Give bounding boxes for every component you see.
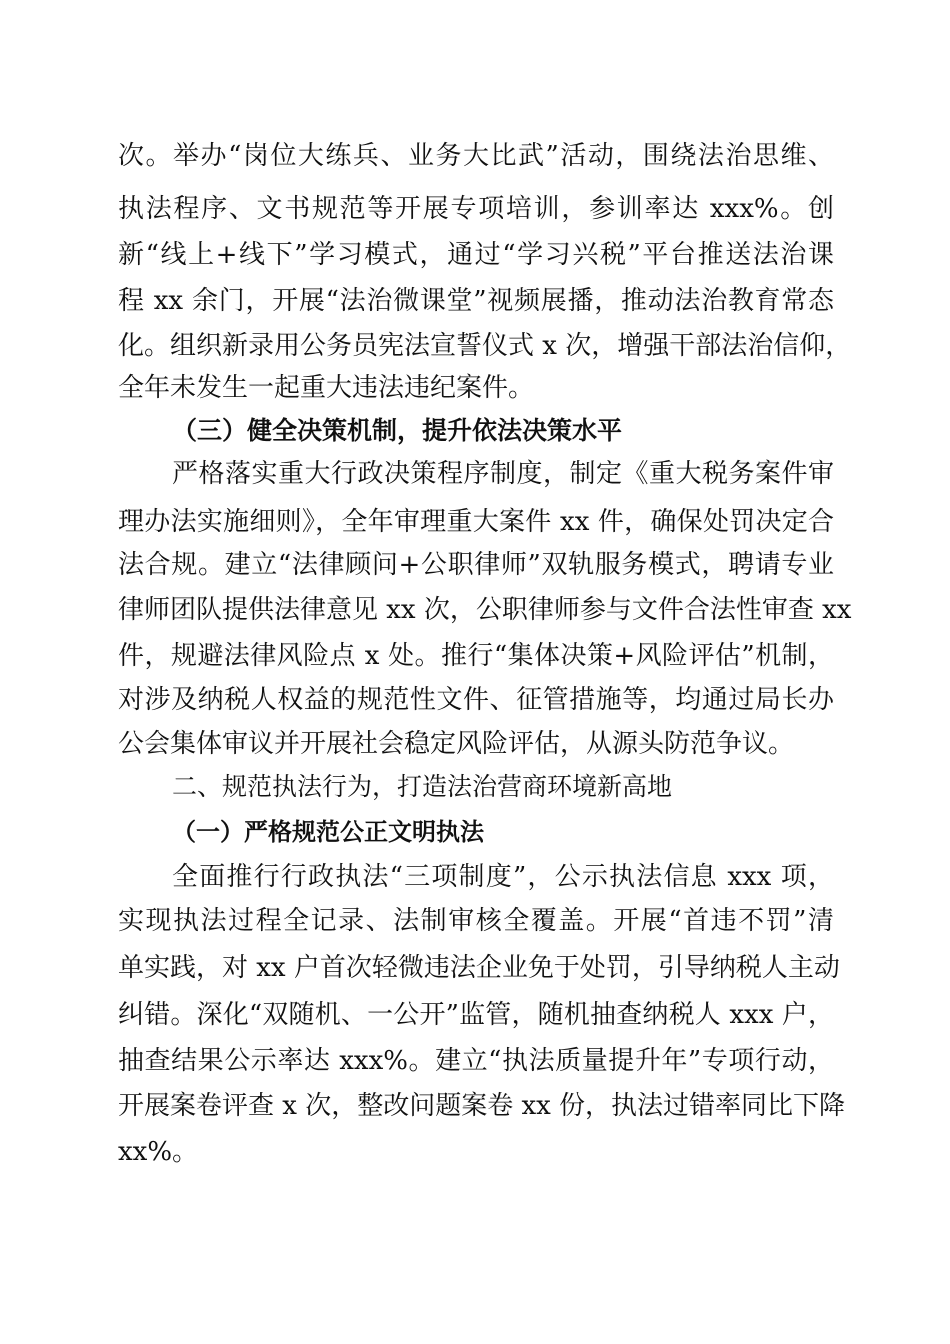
- paragraph-line: 次。举办“岗位大练兵、业务大比武”活动，围绕法治思维、: [118, 141, 834, 171]
- paragraph-line: 理办法实施细则》，全年审理重大案件 xx 件，确保处罚决定合: [118, 507, 834, 537]
- paragraph-line: 开展案卷评查 x 次，整改问题案卷 xx 份，执法过错率同比下降: [118, 1091, 846, 1121]
- paragraph-line: 公会集体审议并开展社会稳定风险评估，从源头防范争议。: [118, 729, 795, 759]
- paragraph-line: 纠错。深化“双随机、一公开”监管，随机抽查纳税人 xxx 户，: [118, 1000, 834, 1030]
- paragraph-line: 新“线上+线下”学习模式，通过“学习兴税”平台推送法治课: [118, 240, 834, 270]
- paragraph-line: 严格落实重大行政决策程序制度，制定《重大税务案件审: [172, 459, 834, 489]
- paragraph-line: xx%。: [118, 1137, 199, 1167]
- section-heading-3: （三）健全决策机制，提升依法决策水平: [172, 416, 623, 445]
- paragraph-line: 抽查结果公示率达 xxx%。建立“执法质量提升年”专项行动，: [118, 1046, 834, 1076]
- paragraph-line: 法合规。建立“法律顾问+公职律师”双轨服务模式，聘请专业: [118, 550, 834, 580]
- paragraph-line: 件，规避法律风险点 x 处。推行“集体决策+风险评估”机制，: [118, 641, 834, 671]
- subsection-heading-1: （一）严格规范公正文明执法: [172, 818, 484, 846]
- paragraph-line: 化。组织新录用公务员宪法宣誓仪式 x 次，增强干部法治信仰，: [118, 331, 852, 361]
- paragraph-line: 全年未发生一起重大违法违纪案件。: [118, 373, 535, 403]
- paragraph-line: 执法程序、文书规范等开展专项培训，参训率达 xxx%。创: [118, 194, 834, 224]
- paragraph-line: 程 xx 余门，开展“法治微课堂”视频展播，推动法治教育常态: [118, 286, 834, 316]
- paragraph-line: 实现执法过程全记录、法制审核全覆盖。开展“首违不罚”清: [118, 906, 834, 936]
- paragraph-line: 对涉及纳税人权益的规范性文件、征管措施等，均通过局长办: [118, 685, 834, 715]
- paragraph-line: 单实践，对 xx 户首次轻微违法企业免于处罚，引导纳税人主动: [118, 953, 840, 983]
- section-heading-2: 二、规范执法行为，打造法治营商环境新高地: [172, 772, 673, 801]
- paragraph-line: 律师团队提供法律意见 xx 次，公职律师参与文件合法性审查 xx: [118, 595, 852, 625]
- paragraph-line: 全面推行行政执法“三项制度”，公示执法信息 xxx 项，: [172, 862, 834, 892]
